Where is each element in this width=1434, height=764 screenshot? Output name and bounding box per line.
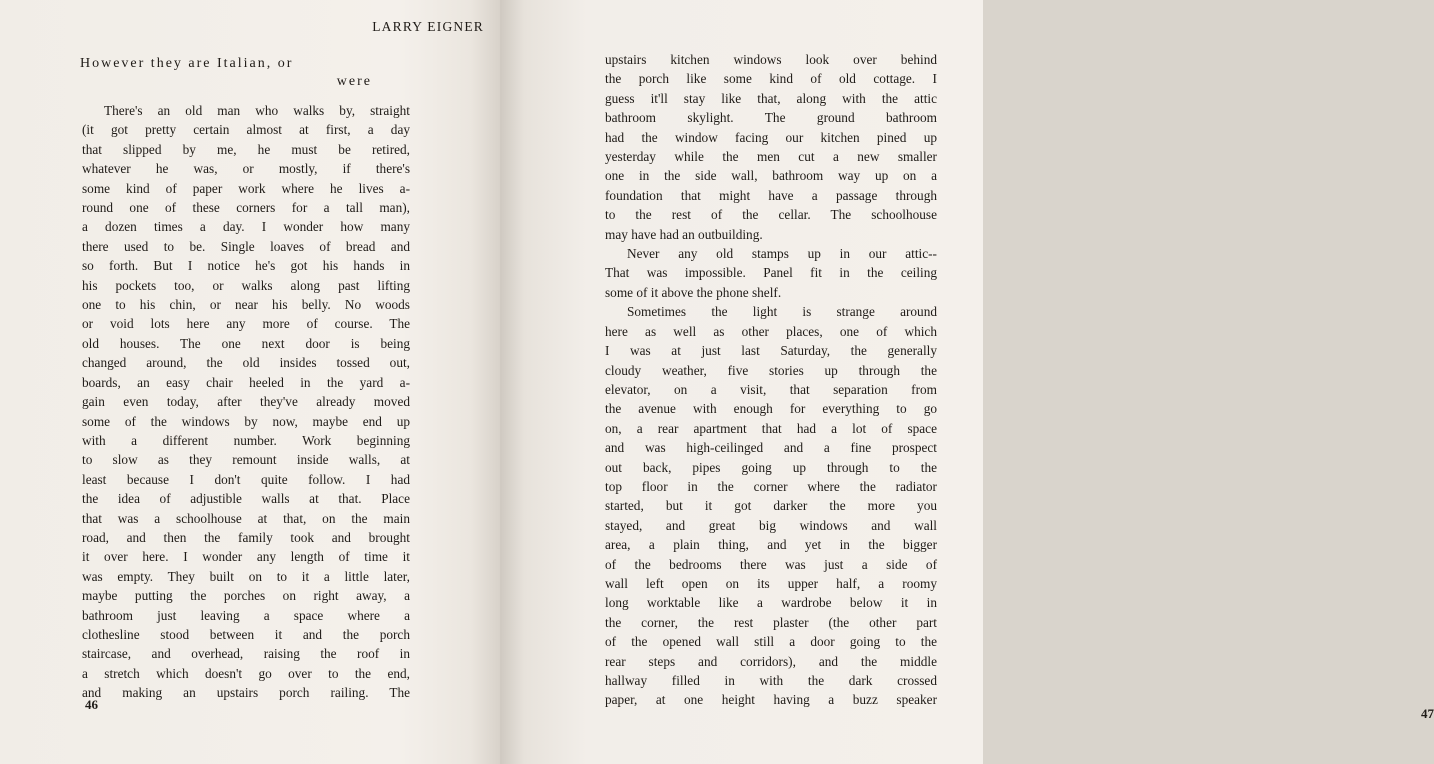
text-line: old houses. The one next door is being	[82, 335, 410, 351]
text-line: area, a plain thing, and yet in the bigger	[605, 537, 937, 553]
text-line: changed around, the old insides tossed out,	[82, 355, 410, 371]
text-line: or void lots here any more of course. The	[82, 316, 410, 332]
text-line: long worktable like a wardrobe below it in	[605, 595, 937, 611]
text-line: top floor in the corner where the radiator	[605, 478, 937, 494]
text-line: out back, pipes going up through to the	[605, 459, 937, 475]
text-line: with a different number. Work beginning	[82, 432, 410, 448]
left-page	[0, 0, 500, 764]
text-line: to slow as they remount inside walls, at	[82, 452, 410, 468]
title-line-2: were	[336, 74, 372, 89]
text-line: that was a schoolhouse at that, on the main	[82, 510, 410, 526]
page-number-right: 47	[1421, 706, 1434, 721]
text-line: a dozen times a day. I wonder how many	[82, 219, 410, 235]
text-line: had the window facing our kitchen pined up	[605, 129, 937, 145]
text-line: and making an upstairs porch railing. The	[82, 685, 410, 701]
text-line: bathroom skylight. The ground bathroom	[605, 110, 937, 126]
text-line: one in the side wall, bathroom way up on a	[605, 168, 937, 184]
text-line: cloudy weather, five stories up through the	[605, 362, 937, 378]
text-line: maybe putting the porches on right away, a	[82, 588, 410, 604]
text-line: Never any old stamps up in our attic--	[627, 246, 937, 262]
text-line: rear steps and corridors), and the middle	[605, 653, 937, 669]
left-body-text	[82, 101, 410, 703]
text-line: the avenue with enough for everything to go	[605, 401, 937, 417]
text-line: gain even today, after they've already moved	[82, 394, 410, 410]
text-line: There's an old man who walks by, straight	[104, 103, 410, 118]
text-line: the idea of adjustible walls at that. Place	[82, 491, 410, 507]
text-line: one to his chin, or near his belly. No woods	[82, 297, 410, 313]
text-line: least because I don't quite follow. I had	[82, 471, 410, 487]
text-line: some of it above the phone shelf.	[605, 284, 782, 300]
text-line: on, a rear apartment that had a lot of space	[605, 420, 937, 436]
text-line: bathroom just leaving a space where a	[82, 607, 410, 623]
text-line: Sometimes the light is strange around	[627, 304, 937, 320]
text-line: round one of these corners for a tall man),	[82, 200, 410, 216]
text-line: may have had an outbuilding.	[605, 226, 763, 242]
text-line: of the bedrooms there was just a side of	[605, 556, 937, 572]
text-line: I was at just last Saturday, the generally	[605, 343, 937, 359]
text-line: the porch like some kind of old cottage. I	[605, 71, 937, 87]
text-line: road, and then the family took and brought	[82, 529, 410, 545]
text-line: so forth. But I notice he's got his hands in	[82, 258, 410, 274]
text-line: to the rest of the cellar. The schoolhouse	[605, 207, 937, 223]
text-line: started, but it got darker the more you	[605, 498, 937, 514]
text-line: there used to be. Single loaves of bread and	[82, 238, 410, 254]
text-line: upstairs kitchen windows look over behind	[605, 52, 937, 67]
text-line: was empty. They built on to it a little later,	[82, 568, 410, 584]
running-head: LARRY EIGNER	[372, 19, 484, 34]
text-line: hallway filled in with the dark crossed	[605, 673, 937, 688]
page-number-left: 46	[85, 697, 98, 712]
text-line: the corner, the rest plaster (the other part	[605, 614, 937, 630]
text-line: and was high-ceilinged and a fine prospect	[605, 440, 937, 456]
text-line: his pockets too, or walks along past lifting	[82, 277, 410, 293]
text-line: boards, an easy chair heeled in the yard a-	[82, 374, 410, 390]
text-line: of the opened wall still a door going to the	[605, 634, 937, 650]
text-line: that slipped by me, he must be retired,	[82, 141, 410, 157]
text-line: foundation that might have a passage through	[605, 187, 937, 203]
text-line: stayed, and great big windows and wall	[605, 517, 937, 533]
text-line: That was impossible. Panel fit in the ceiling	[605, 265, 937, 281]
text-line: guess it'll stay like that, along with the attic	[605, 90, 937, 106]
text-line: (it got pretty certain almost at first, a day	[82, 122, 410, 138]
title-line-1: However they are Italian, or	[80, 56, 294, 71]
text-line: elevator, on a visit, that separation from	[605, 381, 937, 397]
text-line: a stretch which doesn't go over to the end,	[82, 665, 410, 681]
text-line: clothesline stood between it and the porch	[82, 626, 410, 642]
text-line: some kind of paper work where he lives a-	[82, 180, 410, 196]
text-line: whatever he was, or mostly, if there's	[82, 161, 410, 177]
poem-title	[80, 55, 380, 91]
text-line: staircase, and overhead, raising the roof in	[82, 646, 410, 662]
right-body-text	[605, 50, 937, 710]
text-line: some of the windows by now, maybe end up	[82, 413, 410, 429]
text-line: wall left open on its upper half, a roomy	[605, 575, 937, 591]
text-line: it over here. I wonder any length of time it	[82, 549, 410, 565]
text-line: paper, at one height having a buzz speaker	[605, 692, 937, 708]
text-line: here as well as other places, one of which	[605, 323, 937, 339]
text-line: yesterday while the men cut a new smaller	[605, 149, 937, 165]
